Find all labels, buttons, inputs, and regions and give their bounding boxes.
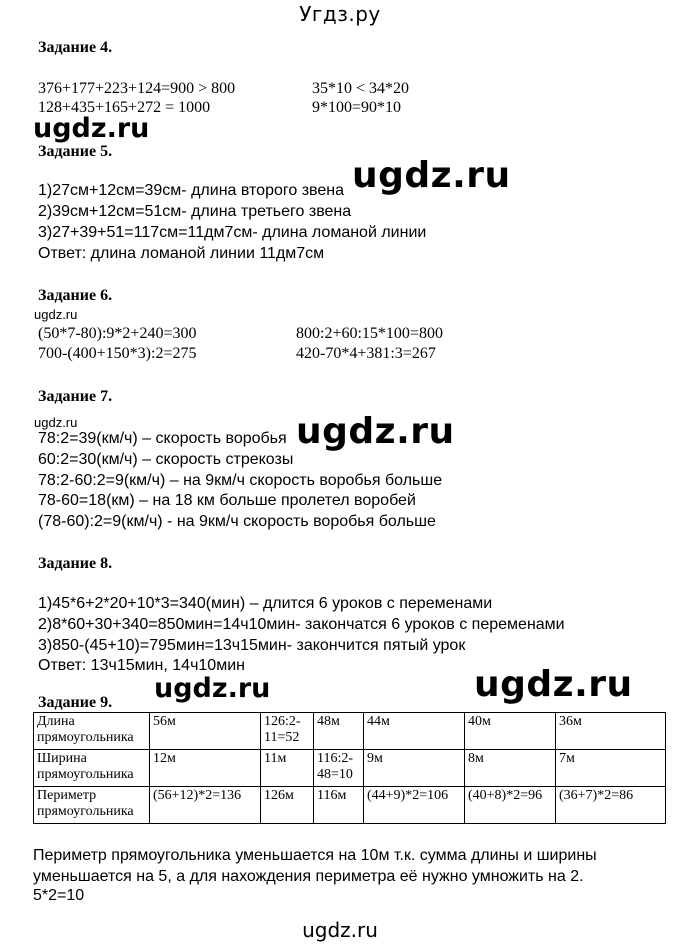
- table-cell: 12м: [150, 750, 261, 787]
- site-header: Угдз.ру: [299, 2, 381, 26]
- task6-line: 420-70*4+381:3=267: [296, 345, 436, 362]
- watermark: ugdz.ru: [34, 307, 78, 322]
- table-cell: 7м: [556, 750, 666, 787]
- task8-line: 1)45*6+2*20+10*3=340(мин) – длится 6 уроков с переменами: [38, 595, 493, 612]
- task4-heading: Задание 4.: [38, 39, 113, 56]
- task4-line: 35*10 < 34*20: [312, 80, 410, 97]
- task7-heading: Задание 7.: [38, 388, 113, 405]
- table-cell: 11м: [261, 750, 314, 787]
- table-cell: 116м: [314, 787, 364, 824]
- task5-line: Ответ: длина ломаной линии 11дм7см: [38, 245, 325, 262]
- task6-heading: Задание 6.: [38, 287, 113, 304]
- task4-line: 9*100=90*10: [312, 99, 402, 116]
- task9-heading: Задание 9.: [38, 694, 113, 711]
- task5-line: 3)27+39+51=117см=11дм7см- длина ломаной линии: [38, 224, 427, 241]
- task7-line: 78:2-60:2=9(км/ч) – на 9км/ч скорость воробья больше: [38, 472, 443, 489]
- table-row: [34, 787, 666, 824]
- task7-line: 60:2=30(км/ч) – скорость стрекозы: [38, 451, 294, 468]
- table-cell: 116:2-48=10: [314, 750, 364, 787]
- task7-line: (78-60):2=9(км/ч) - на 9км/ч скорость воробья больше: [38, 513, 436, 530]
- task8-line: 3)850-(45+10)=795мин=13ч15мин- закончится пятый урок: [38, 637, 466, 654]
- task8-line: Ответ: 13ч15мин, 14ч10мин: [38, 657, 245, 674]
- watermark: ugdz.ru: [474, 664, 633, 705]
- table-cell: Периметр прямоугольника: [34, 787, 150, 824]
- task7-line: 78-60=18(км) – на 18 км больше пролетел воробей: [38, 492, 416, 509]
- task5-heading: Задание 5.: [38, 143, 113, 160]
- task9-explanation: Периметр прямоугольника уменьшается на 10м т.к. сумма длины и ширины уменьшается на 5, а для нахождения периметра её нужно умножить на 2.: [33, 847, 597, 885]
- task8-heading: Задание 8.: [38, 555, 113, 572]
- task6-line: (50*7-80):9*2+240=300: [38, 325, 197, 342]
- table-cell: 9м: [364, 750, 465, 787]
- watermark: ugdz.ru: [296, 411, 455, 452]
- table-cell: 44м: [364, 713, 465, 750]
- table-cell: 56м: [150, 713, 261, 750]
- footer-watermark: ugdz.ru: [302, 918, 378, 942]
- table-cell: Ширина прямоугольника: [34, 750, 150, 787]
- task5-line: 1)27см+12см=39см- длина второго звена: [38, 182, 344, 199]
- table-cell: (56+12)*2=136: [150, 787, 261, 824]
- table-cell: 8м: [465, 750, 556, 787]
- table-cell: (36+7)*2=86: [556, 787, 666, 824]
- table-cell: 126:2-11=52: [261, 713, 314, 750]
- table-cell: Длина прямоугольника: [34, 713, 150, 750]
- task4-line: 128+435+165+272 = 1000: [38, 99, 211, 116]
- task5-line: 2)39см+12см=51см- длина третьего звена: [38, 203, 352, 220]
- table-cell: (44+9)*2=106: [364, 787, 465, 824]
- task6-line: 700-(400+150*3):2=275: [38, 345, 197, 362]
- table-cell: (40+8)*2=96: [465, 787, 556, 824]
- table-row: [34, 750, 666, 787]
- task6-line: 800:2+60:15*100=800: [296, 325, 443, 342]
- task4-line: 376+177+223+124=900 > 800: [38, 80, 236, 97]
- table-cell: 48м: [314, 713, 364, 750]
- watermark: ugdz.ru: [352, 155, 511, 196]
- watermark: ugdz.ru: [33, 113, 150, 144]
- rectangle-table: [33, 712, 666, 824]
- table-cell: 40м: [465, 713, 556, 750]
- table-row: [34, 713, 666, 750]
- table-cell: 126м: [261, 787, 314, 824]
- watermark: ugdz.ru: [154, 673, 271, 704]
- task8-line: 2)8*60+30+340=850мин=14ч10мин- закончатся 6 уроков с переменами: [38, 616, 565, 633]
- table-cell: 36м: [556, 713, 666, 750]
- task7-line: 78:2=39(км/ч) – скорость воробья: [38, 430, 287, 447]
- watermark: ugdz.ru: [34, 415, 78, 430]
- task9-calc: 5*2=10: [33, 887, 85, 904]
